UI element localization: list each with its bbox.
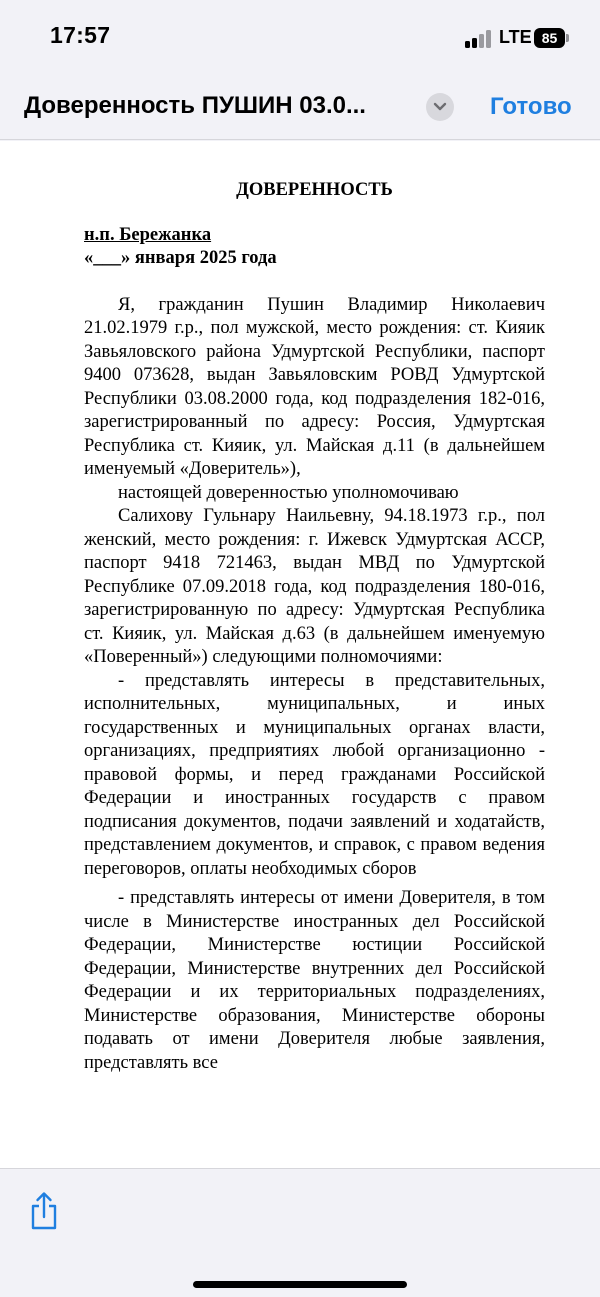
document-date: «___» января 2025 года (84, 248, 277, 268)
paragraph-authorization: настоящей доверенностью уполномочиваю (118, 482, 459, 503)
document-page[interactable] (0, 141, 600, 1168)
paragraph-attorney: Салихову Гульнару Наильевну, 94.18.1973 г.р., пол женский, место рождения: г. Ижевск Удмуртская АССР, паспорт 9418 721463, выдан МВД по Удмуртской Республике 07.09.2018 года, код подразделения 180-016, зарегистрированную по адресу: Удмуртская Республика ст. Кияик, ул. Майская д.63 (в дальнейшем именуемую «Поверенный») следующими полномочиями: (84, 506, 545, 667)
status-bar (0, 0, 600, 76)
navigation-bar (0, 76, 600, 140)
document-body (84, 179, 545, 1075)
home-indicator[interactable] (193, 1281, 407, 1288)
document-title: Доверенность ПУШИН 03.0... (24, 92, 366, 119)
done-button[interactable]: Готово (490, 93, 572, 120)
battery-icon (534, 28, 569, 48)
document-heading: ДОВЕРЕННОСТЬ (236, 180, 393, 200)
battery-level: 85 (534, 28, 565, 48)
cellular-signal-icon (465, 30, 491, 48)
document-place: н.п. Бережанка (84, 224, 212, 245)
paragraph-powers-2: - представлять интересы от имени Доверителя, в том числе в Министерстве иностранных дел Российской Федерации, Министерстве юстиции Российской Федерации, Министерстве внутренних дел Российской Федерации и их территориальных подразделениях, Министерстве образования, Министерстве обороны подавать от имени Доверителя любые заявления, представлять все (84, 888, 545, 1073)
chevron-down-icon (433, 102, 447, 112)
share-icon (28, 1191, 60, 1231)
title-menu-button[interactable] (426, 93, 454, 121)
status-time: 17:57 (50, 22, 111, 48)
paragraph-principal: Я, гражданин Пушин Владимир Николаевич 21.02.1979 г.р., пол мужской, место рождения: ст. Кияик Завьяловского района Удмуртской Республики, паспорт 9400 073628, выдан Завьяловским РОВД Удмуртской Республики 03.08.2000 года, код подразделения 182-016, зарегистрированный по адресу: Россия, Удмуртская Республика ст. Кияик, ул. Майская д.11 (в дальнейшем именуемый «Доверитель»), (84, 294, 545, 479)
share-button[interactable] (28, 1191, 60, 1231)
paragraph-powers-1: - представлять интересы в представительных, исполнительных, муниципальных, и иных государственных и муниципальных органах власти, организациях, предприятиях любой организационно - правовой формы, и перед гражданами Российской Федерации и иностранных государств с правом подписания документов, подачи заявлений и ходатайств, представлением документов, и справок, с правом ведения переговоров, оплаты необходимых сборов (84, 670, 545, 879)
bottom-toolbar (0, 1168, 600, 1297)
network-type: LTE (499, 27, 532, 47)
